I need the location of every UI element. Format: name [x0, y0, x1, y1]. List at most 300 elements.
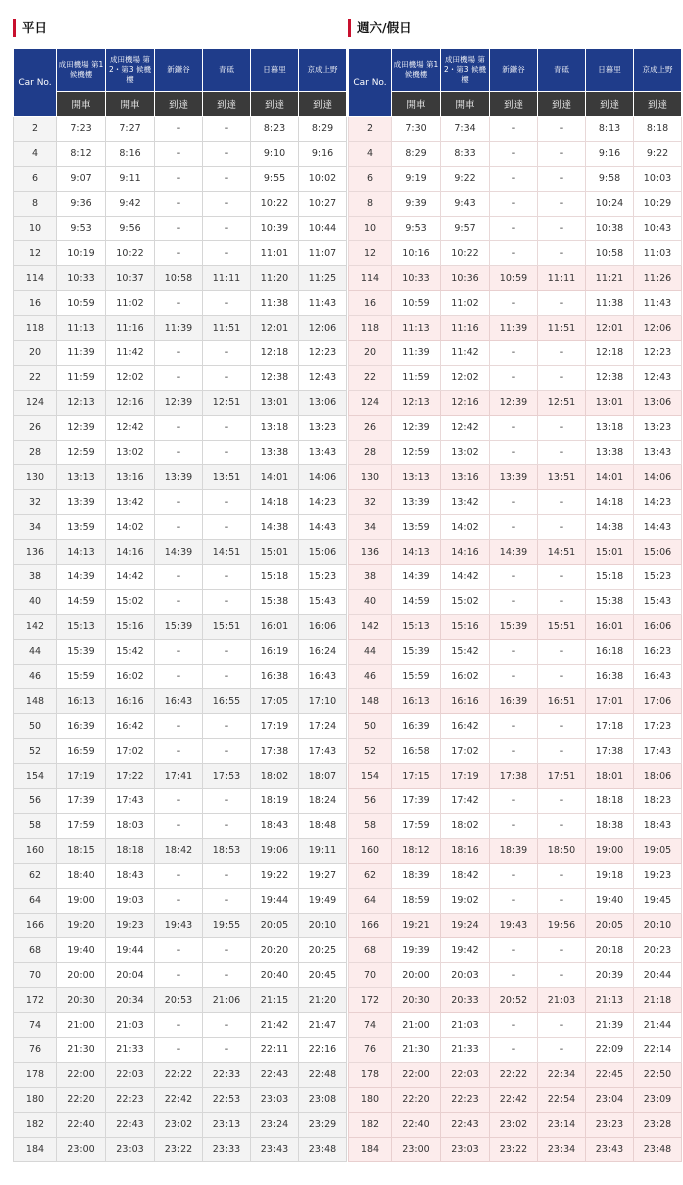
station-header: 成田機場 第1候機樓	[57, 49, 106, 92]
time-cell: 10:38	[586, 216, 634, 241]
time-cell: -	[203, 565, 251, 590]
time-cell: 19:23	[106, 913, 155, 938]
time-cell: 11:51	[538, 316, 586, 341]
car-number-cell: 32	[14, 490, 57, 515]
table-row	[14, 390, 347, 415]
car-number-cell: 180	[14, 1087, 57, 1112]
time-cell: 11:42	[441, 341, 490, 366]
time-cell: 12:42	[106, 415, 155, 440]
time-cell: -	[490, 888, 538, 913]
time-cell: -	[203, 589, 251, 614]
car-number-cell: 148	[14, 689, 57, 714]
time-cell: -	[203, 938, 251, 963]
time-cell: 16:01	[251, 614, 299, 639]
time-cell: -	[203, 216, 251, 241]
time-cell: 10:59	[57, 291, 106, 316]
weekday-panel	[13, 0, 346, 1155]
table-row	[349, 938, 682, 963]
time-cell: 9:56	[106, 216, 155, 241]
time-cell: 20:33	[441, 988, 490, 1013]
time-cell: 21:39	[586, 1013, 634, 1038]
action-header: 到達	[490, 92, 538, 117]
car-number-cell: 50	[349, 714, 392, 739]
time-cell: 12:39	[392, 415, 441, 440]
time-cell: 19:44	[106, 938, 155, 963]
car-number-cell: 118	[349, 316, 392, 341]
time-cell: -	[538, 191, 586, 216]
time-cell: 23:00	[57, 1137, 106, 1162]
time-cell: 17:51	[538, 764, 586, 789]
time-cell: 22:42	[490, 1087, 538, 1112]
car-number-cell: 68	[349, 938, 392, 963]
station-header: 日暮里	[586, 49, 634, 92]
car-number-cell: 12	[14, 241, 57, 266]
time-cell: 19:43	[490, 913, 538, 938]
time-cell: 20:30	[392, 988, 441, 1013]
time-cell: 9:16	[586, 141, 634, 166]
time-cell: 17:59	[57, 813, 106, 838]
time-cell: 13:01	[586, 390, 634, 415]
time-cell: 22:23	[106, 1087, 155, 1112]
time-cell: 12:38	[251, 365, 299, 390]
table-row	[14, 789, 347, 814]
time-cell: 14:59	[57, 589, 106, 614]
time-cell: 16:02	[106, 664, 155, 689]
station-header: 京成上野	[634, 49, 682, 92]
time-cell: 13:13	[392, 465, 441, 490]
table-row	[349, 1062, 682, 1087]
action-header: 到達	[251, 92, 299, 117]
time-cell: 17:24	[299, 714, 347, 739]
time-cell: 18:40	[57, 863, 106, 888]
table-row	[14, 664, 347, 689]
table-row	[349, 166, 682, 191]
time-cell: 18:15	[57, 838, 106, 863]
time-cell: -	[155, 341, 203, 366]
car-number-cell: 26	[14, 415, 57, 440]
car-number-cell: 22	[14, 365, 57, 390]
time-cell: 19:56	[538, 913, 586, 938]
time-cell: 15:42	[441, 639, 490, 664]
car-number-cell: 124	[14, 390, 57, 415]
time-cell: 13:39	[57, 490, 106, 515]
time-cell: 10:03	[634, 166, 682, 191]
car-number-cell: 6	[349, 166, 392, 191]
car-number-cell: 178	[14, 1062, 57, 1087]
time-cell: -	[538, 1013, 586, 1038]
time-cell: 16:06	[299, 614, 347, 639]
time-cell: 14:39	[392, 565, 441, 590]
time-cell: -	[155, 714, 203, 739]
time-cell: 20:10	[634, 913, 682, 938]
time-cell: 18:12	[392, 838, 441, 863]
time-cell: -	[538, 117, 586, 142]
time-cell: 18:38	[586, 813, 634, 838]
car-number-cell: 172	[349, 988, 392, 1013]
time-cell: 16:55	[203, 689, 251, 714]
time-cell: 18:02	[441, 813, 490, 838]
time-cell: 11:43	[634, 291, 682, 316]
time-cell: 15:13	[57, 614, 106, 639]
time-cell: 22:20	[57, 1087, 106, 1112]
time-cell: 22:40	[57, 1112, 106, 1137]
time-cell: 9:22	[441, 166, 490, 191]
time-cell: -	[155, 216, 203, 241]
time-cell: 8:12	[57, 141, 106, 166]
time-cell: 20:04	[106, 963, 155, 988]
action-header: 開車	[106, 92, 155, 117]
time-cell: 17:41	[155, 764, 203, 789]
time-cell: 12:18	[251, 341, 299, 366]
time-cell: 22:50	[634, 1062, 682, 1087]
time-cell: 19:44	[251, 888, 299, 913]
time-cell: 21:03	[106, 1013, 155, 1038]
time-cell: 11:51	[203, 316, 251, 341]
time-cell: 9:42	[106, 191, 155, 216]
car-number-cell: 70	[14, 963, 57, 988]
time-cell: -	[155, 639, 203, 664]
time-cell: 19:39	[392, 938, 441, 963]
time-cell: -	[490, 813, 538, 838]
time-cell: 10:24	[586, 191, 634, 216]
weekday-title: 平日	[22, 20, 48, 35]
table-row	[349, 589, 682, 614]
time-cell: 13:16	[441, 465, 490, 490]
time-cell: 19:40	[586, 888, 634, 913]
time-cell: 16:38	[251, 664, 299, 689]
time-cell: 10:43	[634, 216, 682, 241]
time-cell: 15:18	[251, 565, 299, 590]
time-cell: 14:38	[586, 515, 634, 540]
time-cell: 14:01	[586, 465, 634, 490]
table-row	[349, 316, 682, 341]
table-row	[14, 490, 347, 515]
time-cell: 8:13	[586, 117, 634, 142]
time-cell: 9:55	[251, 166, 299, 191]
time-cell: 15:16	[106, 614, 155, 639]
time-cell: 15:02	[441, 589, 490, 614]
car-number-cell: 160	[14, 838, 57, 863]
time-cell: 11:07	[299, 241, 347, 266]
car-number-cell: 166	[14, 913, 57, 938]
time-cell: -	[155, 515, 203, 540]
table-row	[349, 1137, 682, 1162]
time-cell: -	[538, 789, 586, 814]
time-cell: 22:43	[106, 1112, 155, 1137]
time-cell: -	[490, 166, 538, 191]
time-cell: 13:18	[251, 415, 299, 440]
time-cell: 20:52	[490, 988, 538, 1013]
table-row	[14, 863, 347, 888]
time-cell: 23:22	[155, 1137, 203, 1162]
car-number-cell: 136	[349, 540, 392, 565]
time-cell: 8:18	[634, 117, 682, 142]
table-row	[349, 689, 682, 714]
time-cell: 18:42	[155, 838, 203, 863]
time-cell: -	[155, 241, 203, 266]
time-cell: 12:06	[299, 316, 347, 341]
car-number-cell: 130	[14, 465, 57, 490]
car-number-cell: 64	[349, 888, 392, 913]
table-row	[14, 589, 347, 614]
time-cell: 23:48	[299, 1137, 347, 1162]
time-cell: 12:42	[441, 415, 490, 440]
time-cell: 15:16	[441, 614, 490, 639]
car-number-cell: 114	[14, 266, 57, 291]
time-cell: 15:13	[392, 614, 441, 639]
table-row	[349, 838, 682, 863]
time-cell: 22:03	[441, 1062, 490, 1087]
car-number-cell: 56	[349, 789, 392, 814]
time-cell: -	[155, 141, 203, 166]
car-number-cell: 28	[14, 440, 57, 465]
time-cell: -	[538, 166, 586, 191]
table-row	[14, 1013, 347, 1038]
time-cell: 22:00	[392, 1062, 441, 1087]
time-cell: 10:19	[57, 241, 106, 266]
time-cell: 19:45	[634, 888, 682, 913]
table-row	[349, 565, 682, 590]
time-cell: 22:11	[251, 1037, 299, 1062]
table-row	[14, 141, 347, 166]
time-cell: 13:16	[106, 465, 155, 490]
time-cell: 23:03	[441, 1137, 490, 1162]
car-number-cell: 62	[349, 863, 392, 888]
time-cell: -	[538, 415, 586, 440]
car-number-cell: 142	[14, 614, 57, 639]
time-cell: 19:22	[251, 863, 299, 888]
action-header: 到達	[203, 92, 251, 117]
time-cell: -	[490, 739, 538, 764]
time-cell: 17:43	[299, 739, 347, 764]
time-cell: 17:39	[392, 789, 441, 814]
time-cell: 16:16	[441, 689, 490, 714]
time-cell: 13:02	[106, 440, 155, 465]
time-cell: 21:33	[441, 1037, 490, 1062]
time-cell: 17:43	[634, 739, 682, 764]
car-number-cell: 52	[349, 739, 392, 764]
table-row	[14, 166, 347, 191]
time-cell: 19:20	[57, 913, 106, 938]
time-cell: 13:42	[106, 490, 155, 515]
car-number-cell: 52	[14, 739, 57, 764]
table-row	[349, 888, 682, 913]
time-cell: 11:01	[251, 241, 299, 266]
time-cell: 18:24	[299, 789, 347, 814]
table-row	[349, 440, 682, 465]
car-number-cell: 6	[14, 166, 57, 191]
time-cell: -	[538, 963, 586, 988]
time-cell: 10:22	[251, 191, 299, 216]
time-cell: 14:06	[634, 465, 682, 490]
time-cell: 16:43	[299, 664, 347, 689]
table-row	[14, 963, 347, 988]
time-cell: -	[203, 739, 251, 764]
time-cell: 16:43	[634, 664, 682, 689]
time-cell: 12:39	[57, 415, 106, 440]
time-cell: 12:51	[203, 390, 251, 415]
time-cell: -	[490, 515, 538, 540]
holiday-panel	[348, 0, 681, 1155]
time-cell: 22:22	[155, 1062, 203, 1087]
car-no-header: Car No.	[14, 49, 57, 117]
time-cell: 21:44	[634, 1013, 682, 1038]
holiday-heading	[348, 0, 681, 50]
time-cell: 17:19	[57, 764, 106, 789]
time-cell: 22:40	[392, 1112, 441, 1137]
time-cell: 15:01	[586, 540, 634, 565]
time-cell: 22:14	[634, 1037, 682, 1062]
car-number-cell: 68	[14, 938, 57, 963]
time-cell: -	[490, 291, 538, 316]
time-cell: 13:51	[538, 465, 586, 490]
time-cell: 18:53	[203, 838, 251, 863]
table-row	[14, 1137, 347, 1162]
time-cell: -	[538, 1037, 586, 1062]
table-row	[14, 739, 347, 764]
time-cell: 19:18	[586, 863, 634, 888]
time-cell: -	[538, 863, 586, 888]
time-cell: -	[490, 565, 538, 590]
time-cell: 11:20	[251, 266, 299, 291]
time-cell: 15:02	[106, 589, 155, 614]
time-cell: -	[538, 241, 586, 266]
time-cell: 10:16	[392, 241, 441, 266]
time-cell: 15:38	[586, 589, 634, 614]
time-cell: 19:00	[57, 888, 106, 913]
time-cell: 10:22	[106, 241, 155, 266]
time-cell: 16:13	[392, 689, 441, 714]
time-cell: -	[203, 166, 251, 191]
time-cell: 17:43	[106, 789, 155, 814]
car-number-cell: 148	[349, 689, 392, 714]
table-row	[14, 515, 347, 540]
holiday-title: 週六/假日	[357, 20, 412, 35]
time-cell: 14:43	[634, 515, 682, 540]
action-header: 到達	[586, 92, 634, 117]
time-cell: 18:42	[441, 863, 490, 888]
time-cell: 12:02	[106, 365, 155, 390]
table-row	[14, 565, 347, 590]
time-cell: -	[203, 664, 251, 689]
time-cell: 18:19	[251, 789, 299, 814]
time-cell: 18:59	[392, 888, 441, 913]
time-cell: 10:33	[57, 266, 106, 291]
table-row	[349, 390, 682, 415]
time-cell: -	[155, 291, 203, 316]
time-cell: 20:44	[634, 963, 682, 988]
car-number-cell: 184	[14, 1137, 57, 1162]
time-cell: -	[490, 341, 538, 366]
time-cell: 19:02	[441, 888, 490, 913]
car-number-cell: 10	[349, 216, 392, 241]
time-cell: -	[155, 863, 203, 888]
time-cell: -	[490, 789, 538, 814]
time-cell: 16:59	[57, 739, 106, 764]
time-cell: 11:39	[392, 341, 441, 366]
car-number-cell: 16	[349, 291, 392, 316]
car-number-cell: 76	[349, 1037, 392, 1062]
time-cell: -	[538, 440, 586, 465]
time-cell: -	[155, 888, 203, 913]
table-row	[349, 863, 682, 888]
table-row	[349, 739, 682, 764]
time-cell: -	[203, 365, 251, 390]
time-cell: 21:00	[57, 1013, 106, 1038]
time-cell: 14:51	[538, 540, 586, 565]
time-cell: 8:33	[441, 141, 490, 166]
car-number-cell: 154	[14, 764, 57, 789]
time-cell: -	[203, 515, 251, 540]
time-cell: 12:51	[538, 390, 586, 415]
time-cell: 12:23	[299, 341, 347, 366]
time-cell: 9:53	[57, 216, 106, 241]
time-cell: 11:59	[57, 365, 106, 390]
time-cell: -	[155, 739, 203, 764]
car-number-cell: 22	[349, 365, 392, 390]
time-cell: 22:16	[299, 1037, 347, 1062]
time-cell: 19:00	[586, 838, 634, 863]
time-cell: -	[155, 117, 203, 142]
time-cell: 21:13	[586, 988, 634, 1013]
time-cell: 11:39	[155, 316, 203, 341]
car-number-cell: 124	[349, 390, 392, 415]
station-header: 青砥	[203, 49, 251, 92]
time-cell: 14:43	[299, 515, 347, 540]
time-cell: -	[203, 291, 251, 316]
table-row	[349, 291, 682, 316]
station-header: 青砥	[538, 49, 586, 92]
time-cell: 18:02	[251, 764, 299, 789]
car-no-header: Car No.	[349, 49, 392, 117]
table-row	[349, 988, 682, 1013]
time-cell: -	[203, 117, 251, 142]
time-cell: 7:34	[441, 117, 490, 142]
time-cell: -	[538, 291, 586, 316]
time-cell: -	[203, 714, 251, 739]
time-cell: 11:16	[441, 316, 490, 341]
time-cell: 12:18	[586, 341, 634, 366]
time-cell: -	[538, 938, 586, 963]
time-cell: 21:06	[203, 988, 251, 1013]
table-row	[349, 191, 682, 216]
time-cell: 15:42	[106, 639, 155, 664]
car-number-cell: 46	[14, 664, 57, 689]
time-cell: 15:51	[538, 614, 586, 639]
time-cell: 19:27	[299, 863, 347, 888]
time-cell: 21:18	[634, 988, 682, 1013]
table-row	[14, 440, 347, 465]
time-cell: 13:02	[441, 440, 490, 465]
time-cell: 13:51	[203, 465, 251, 490]
time-cell: 10:29	[634, 191, 682, 216]
time-cell: 23:02	[490, 1112, 538, 1137]
time-cell: -	[538, 813, 586, 838]
time-cell: 17:42	[441, 789, 490, 814]
time-cell: 21:00	[392, 1013, 441, 1038]
station-header: 成田機場 第1候機樓	[392, 49, 441, 92]
time-cell: 22:20	[392, 1087, 441, 1112]
time-cell: 21:47	[299, 1013, 347, 1038]
time-cell: 18:39	[392, 863, 441, 888]
time-cell: -	[203, 241, 251, 266]
table-row	[14, 938, 347, 963]
station-header: 新鎌谷	[490, 49, 538, 92]
time-cell: 14:39	[490, 540, 538, 565]
time-cell: 15:23	[299, 565, 347, 590]
time-cell: 15:39	[392, 639, 441, 664]
time-cell: 20:03	[441, 963, 490, 988]
